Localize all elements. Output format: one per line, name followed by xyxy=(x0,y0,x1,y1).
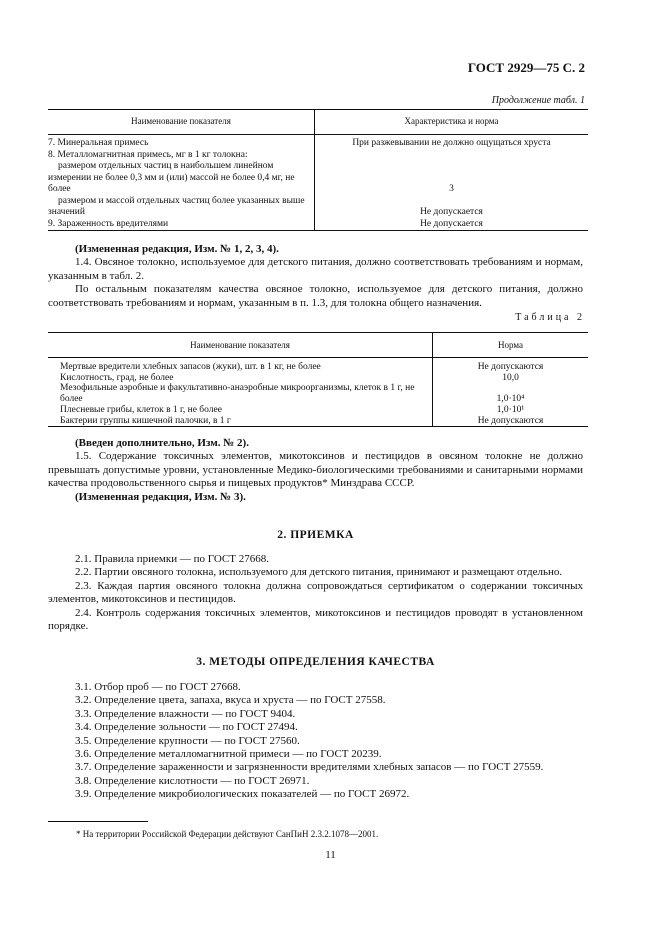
table-cell: Мертвые вредители хлебных запасов (жуки), шт. в 1 кг, не более xyxy=(48,358,433,373)
text-block-2 xyxy=(48,437,583,504)
table-header-row xyxy=(48,333,588,358)
paragraph: 3.6. Определение металломагнитной примеси — по ГОСТ 20239. xyxy=(75,748,382,761)
table-cell: размером отдельных частиц в наибольшем линейном измерении не более 0,3 мм и (или) массой не более 0,4 мг, не более xyxy=(48,161,315,196)
section-3-body xyxy=(48,681,583,802)
footnote-divider xyxy=(48,821,148,822)
table-cell: Бактерии группы кишечной палочки, в 1 г xyxy=(48,416,433,427)
section-2-title: 2. ПРИЕМКА xyxy=(277,529,354,541)
table-cell: 1,0·10¹ xyxy=(496,404,525,415)
table-cell: Плесневые грибы, клеток в 1 г, не более xyxy=(48,405,433,416)
table-row xyxy=(48,416,588,427)
table-cell: Не допускается xyxy=(420,207,483,217)
table-cell: Не допускается xyxy=(315,219,589,231)
table-continuation-label: Продолжение табл. 1 xyxy=(491,95,585,106)
table-row xyxy=(48,405,588,416)
footnote: * На территории Российской Федерации действуют СанПиН 2.3.2.1078—2001. xyxy=(76,829,379,839)
amendment-note: (Измененная редакция, Изм. № 3). xyxy=(75,490,246,503)
page-number: 11 xyxy=(325,849,336,861)
table-row xyxy=(48,373,588,384)
table-row xyxy=(48,161,588,196)
table-cell: 7. Минеральная примесь xyxy=(48,135,315,150)
table-cell: Не допускаются xyxy=(433,416,589,427)
table-cell: При разжевывании не должно ощущаться хруста xyxy=(352,138,551,148)
table-cell: Не допускаются xyxy=(477,362,544,372)
paragraph: 3.4. Определение зольности — по ГОСТ 27494. xyxy=(75,721,298,734)
table-header-row xyxy=(48,110,588,135)
table-cell: 10,0 xyxy=(502,372,519,383)
amendment-note: (Измененная редакция, Изм. № 1, 2, 3, 4). xyxy=(75,243,279,255)
paragraph: 2.4. Контроль содержания токсичных элементов, микотоксинов и пестицидов проводят в установленном порядке. xyxy=(48,606,583,633)
table-cell: 3 xyxy=(449,184,454,194)
paragraph: 3.3. Определение влажности — по ГОСТ 9404. xyxy=(75,707,296,720)
table-row xyxy=(48,196,588,219)
column-header: Норма xyxy=(433,333,589,358)
paragraph-other-indicators: По остальным показателям качества овсяное толокно, используемое для детского питания, должно соответствовать требованиям и нормам, указанным в п. 1.3, для толокна общего назначения. xyxy=(48,283,583,309)
table-row xyxy=(48,219,588,231)
paragraph: 2.2. Партии овсяного толокна, используемого для детского питания, принимают и размещают отдельно. xyxy=(75,566,563,579)
paragraph: 3.8. Определение кислотности — по ГОСТ 26971. xyxy=(75,774,310,787)
table-cell: Мезофильные аэробные и факультативно-анаэробные микроорганизмы, клеток в 1 г, не более xyxy=(48,383,433,404)
amendment-note: (Введен дополнительно, Изм. № 2). xyxy=(75,437,249,449)
table-cell xyxy=(315,150,589,162)
column-header: Характеристика и норма xyxy=(315,110,589,135)
table-cell: размером и массой отдельных частиц более указанных выше значений xyxy=(48,196,315,219)
paragraph: 3.2. Определение цвета, запаха, вкуса и хруста — по ГОСТ 27558. xyxy=(75,694,386,707)
table-cell: 1,0·10⁴ xyxy=(496,394,525,405)
paragraph: 3.5. Определение крупности — по ГОСТ 27560. xyxy=(75,734,300,747)
paragraph: 2.1. Правила приемки — по ГОСТ 27668. xyxy=(75,553,269,565)
table-cell: 9. Зараженность вредителями xyxy=(48,219,315,231)
table-row xyxy=(48,135,588,150)
table-2-label: Таблица 2 xyxy=(515,312,585,323)
table-cell: Кислотность, град, не более xyxy=(48,373,433,384)
column-header: Наименование показателя xyxy=(48,333,433,358)
page-header: ГОСТ 2929—75 С. 2 xyxy=(467,60,585,75)
paragraph-1-5: 1.5. Содержание токсичных элементов, микотоксинов и пестицидов в овсяном толокне не должно превышать допустимые уровни, установленные Медико-биологическими требованиями и санитарными нормами качества продовольственного сырья и пищевых продуктов* Минздрава СССР. xyxy=(48,450,583,490)
paragraph: 2.3. Каждая партия овсяного толокна должна сопровождаться сертификатом о содержании токсичных элементов, микотоксинов и пестицидов. xyxy=(48,579,583,606)
paragraph: 3.7. Определение зараженности и загрязненности вредителями хлебных запасов — по ГОСТ 27559. xyxy=(75,761,544,774)
section-2-body xyxy=(48,553,583,633)
table-1 xyxy=(48,109,588,231)
section-3-title: 3. МЕТОДЫ ОПРЕДЕЛЕНИЯ КАЧЕСТВА xyxy=(196,656,435,668)
paragraph: 3.1. Отбор проб — по ГОСТ 27668. xyxy=(75,681,241,693)
table-row xyxy=(48,150,588,162)
table-2 xyxy=(48,332,588,427)
text-block-1 xyxy=(48,243,583,310)
table-row xyxy=(48,383,588,404)
table-row xyxy=(48,358,588,373)
column-header: Наименование показателя xyxy=(48,110,315,135)
table-cell: 8. Металломагнитная примесь, мг в 1 кг толокна: xyxy=(48,150,315,162)
paragraph: 3.9. Определение микробиологических показателей — по ГОСТ 26972. xyxy=(75,788,410,801)
paragraph-1-4: 1.4. Овсяное толокно, используемое для детского питания, должно соответствовать требованиям и нормам, указанным в табл. 2. xyxy=(48,256,583,282)
